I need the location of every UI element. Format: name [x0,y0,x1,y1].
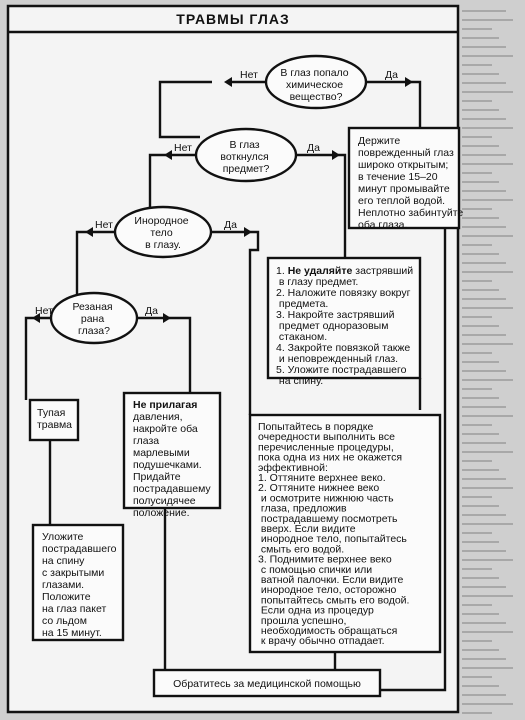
procedure-line: ватной палочки. Если видите [258,574,404,586]
action-see-doctor [154,670,380,696]
procedure-line: прошла успешно, [258,614,347,627]
stuck-step-line: 1. [276,265,288,277]
no-label: Нет [35,305,53,317]
stuck-step-line: в глазу предмет. [276,276,359,288]
question-chemical [266,56,366,108]
svg-text:Обратитесь за медицинской помо: Обратитесь за медицинской помощью [173,678,361,690]
stuck-step-line: предмета. [276,298,329,310]
action-stuck-object-steps [268,258,420,387]
procedure-line: эффективной: [258,461,328,474]
no-label: Нет [95,219,113,231]
yes-label: Да [145,305,158,317]
svg-text:Не прилагая давления,: Не прилагая давления, накройте оба глаза марлевыми подушечками. Придайте пострадавшему полусидячее положение. [133,399,211,519]
yes-label: Да [307,142,320,154]
stuck-step-line: 3. Накройте застрявший [276,309,395,321]
no-label: Нет [174,142,192,154]
question-cut-wound [51,293,137,343]
stuck-step-line: предмет одноразовым [276,320,389,332]
procedure-line: 3. Поднимите верхнее веко [258,553,392,566]
procedure-line: 1. Оттяните верхнее веко. [258,472,386,484]
procedure-line: 2. Оттяните нижнее веко [258,482,380,495]
procedure-line: пострадавшему посмотреть [258,512,398,525]
svg-text:В глаз воткнулся п: В глаз воткнулся предмет? [220,139,270,175]
no-label: Нет [240,69,258,81]
procedure-line: вверх. Если видите [258,523,356,535]
svg-text:Резаная рана глаза: Резаная рана глаза? [72,301,113,337]
yes-label: Да [224,219,237,231]
svg-text:Тупая травма: Тупая травма [37,407,73,431]
procedure-line: к врачу обычно отпадает. [258,635,385,648]
procedure-line: Если одна из процедур [258,604,374,617]
action-rinse [349,128,466,231]
stuck-step-line: стаканом. [276,331,328,343]
svg-text:Уложите пострадавшего: Уложите пострадавшего на спину с закрытыми глазами. Положите на глаз пакет со льдом на 15 минут. [42,531,117,639]
procedure-line: с помощью спички или [258,563,373,576]
action-lay-down [33,525,123,640]
procedure-line: необходимость обращаться [258,625,398,637]
procedure-line: инородное тело, осторожно [258,584,397,597]
stuck-step-line: на спину. [276,375,324,387]
stuck-step-line: 5. Уложите пострадавшего [276,364,407,376]
procedure-line: попытайтесь смыть его водой. [258,594,410,607]
svg-text:Инородное тело в г: Инородное тело в глазу. [134,215,189,251]
action-cover-eyes [124,393,220,519]
question-stuck-object [196,129,296,181]
stuck-step-line: 4. Закройте повязкой также [276,342,411,354]
svg-text:В глаз попало химическое: В глаз попало химическое вещество? [280,67,349,103]
stuck-step-line: Не удаляйте [287,265,353,277]
svg-text:Держите поврежденный гла: Держите поврежденный глаз широко открытым; в течение 15–20 минут промывайте его теплой водой. Неплотно забинтуйте оба глаза. [358,135,464,231]
procedure-line: глаза, предложив [258,502,347,515]
stuck-step-line: и неповрежденный глаз. [276,353,399,365]
question-foreign-body [115,207,211,257]
stuck-step-line: застрявший [352,265,414,277]
procedure-line: очередности выполнить все [258,431,395,444]
action-blunt-trauma [30,400,78,440]
procedure-line: пока одна из них не окажется [258,451,403,464]
page-title: ТРАВМЫ ГЛАЗ [176,11,290,27]
stuck-step-line: 2. Наложите повязку вокруг [276,287,411,299]
procedure-line: смыть его водой. [258,543,345,556]
action-procedures [250,415,440,652]
yes-label: Да [385,69,398,81]
procedure-line: и осмотрите нижнюю часть [258,492,394,505]
procedure-line: Попытайтесь в порядке [258,421,374,433]
procedure-line: инородное тело, попытайтесь [258,533,407,546]
procedure-line: перечисленные процедуры, [258,441,394,454]
